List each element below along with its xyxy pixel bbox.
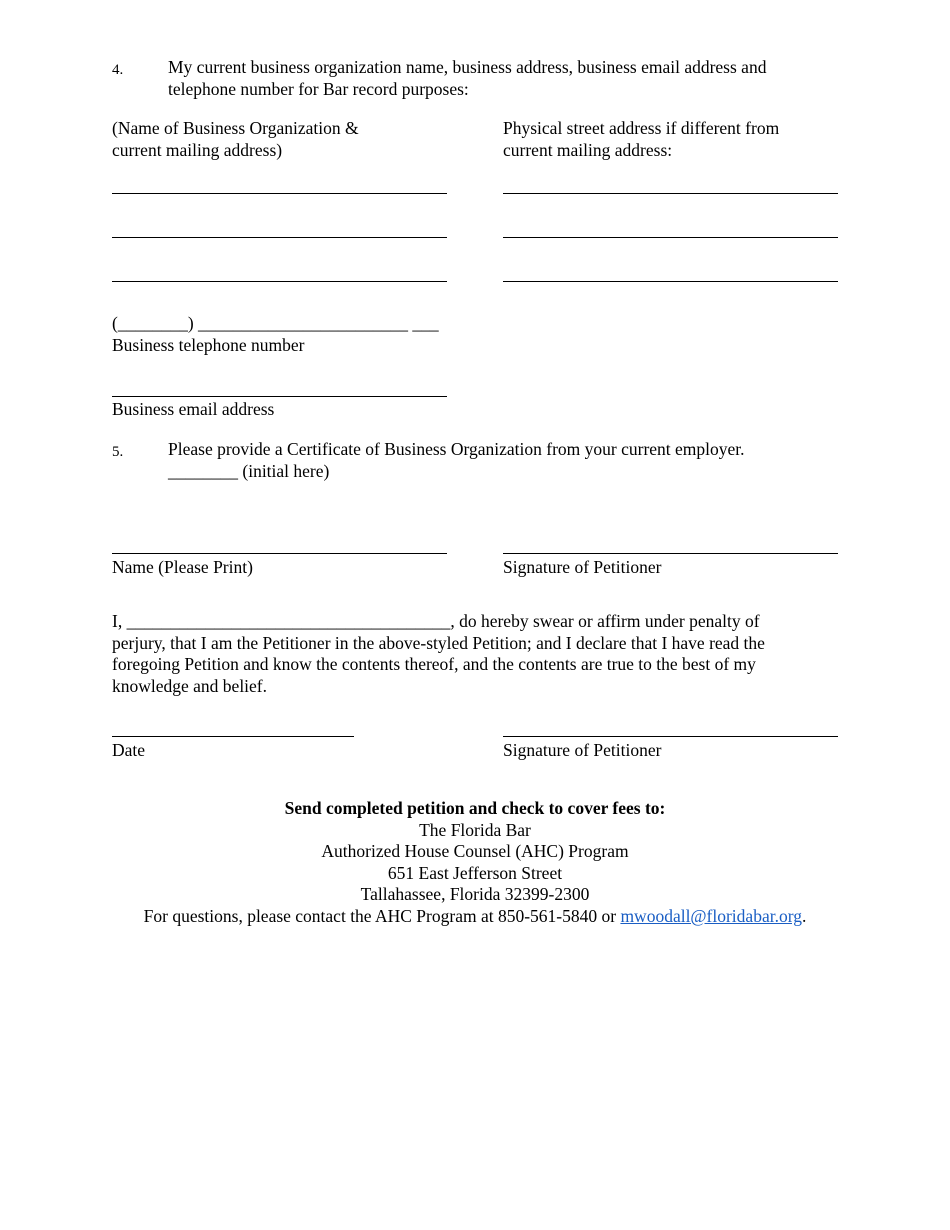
contact-prefix: For questions, please contact the AHC Program at 850-561-5840 or (143, 905, 621, 926)
contact-suffix: . (801, 905, 807, 926)
mailing-block (0, 798, 950, 927)
left-heading-line1: (Name of Business Organization & (112, 118, 359, 138)
oath-line3: foregoing Petition and know the contents thereof, and the contents are true to the best of my (112, 654, 756, 674)
item5-number: 5. (112, 444, 124, 460)
business-address-line-1[interactable] (112, 193, 447, 194)
name-label: Name (Please Print) (112, 557, 253, 577)
mailing-line2: Authorized House Counsel (AHC) Program (321, 841, 629, 861)
item4-number: 4. (112, 62, 124, 78)
petitioner-signature-line-1[interactable] (503, 553, 838, 554)
signature-label-1: Signature of Petitioner (503, 557, 662, 577)
street-address-line-2[interactable] (503, 237, 838, 238)
mailing-line3: 651 East Jefferson Street (387, 862, 563, 883)
item4-text-line1: My current business organization name, business address, business email address and (168, 57, 767, 77)
item4-text-line2: telephone number for Bar record purposes: (168, 79, 469, 99)
printed-name-line[interactable] (112, 553, 447, 554)
phone-label: Business telephone number (112, 335, 305, 355)
date-label: Date (112, 740, 146, 760)
mailing-heading: Send completed petition and check to cover fees to: (284, 798, 666, 818)
item5-initial-field[interactable]: ________ (initial here) (168, 461, 330, 481)
mailing-line4: Tallahassee, Florida 32399-2300 (360, 884, 590, 904)
oath-line1: I, _____________________________________, do hereby swear or affirm under penalty of (112, 611, 760, 631)
left-heading-line2: current mailing address) (112, 140, 283, 160)
business-email-line[interactable] (112, 396, 447, 397)
street-address-line-1[interactable] (503, 193, 838, 194)
business-address-line-2[interactable] (112, 237, 447, 238)
contact-email-link[interactable]: mwoodall@floridabar.org (620, 905, 802, 926)
business-address-line-3[interactable] (112, 281, 447, 282)
contact-line (0, 906, 950, 928)
email-label: Business email address (112, 399, 275, 419)
petitioner-signature-line-2[interactable] (503, 736, 838, 737)
mailing-line1: The Florida Bar (419, 819, 531, 840)
oath-line4: knowledge and belief. (112, 676, 268, 696)
right-heading-line1: Physical street address if different from (503, 118, 780, 138)
date-line[interactable] (112, 736, 354, 737)
signature-label-2: Signature of Petitioner (503, 740, 662, 760)
item5-text-line1: Please provide a Certificate of Business Organization from your current employer. (168, 439, 745, 459)
street-address-line-3[interactable] (503, 281, 838, 282)
phone-blank[interactable]: (________) ________________________ ___ (112, 313, 439, 333)
oath-line2: perjury, that I am the Petitioner in the above-styled Petition; and I declare that I have read the (112, 633, 765, 653)
right-heading-line2: current mailing address: (503, 140, 673, 160)
